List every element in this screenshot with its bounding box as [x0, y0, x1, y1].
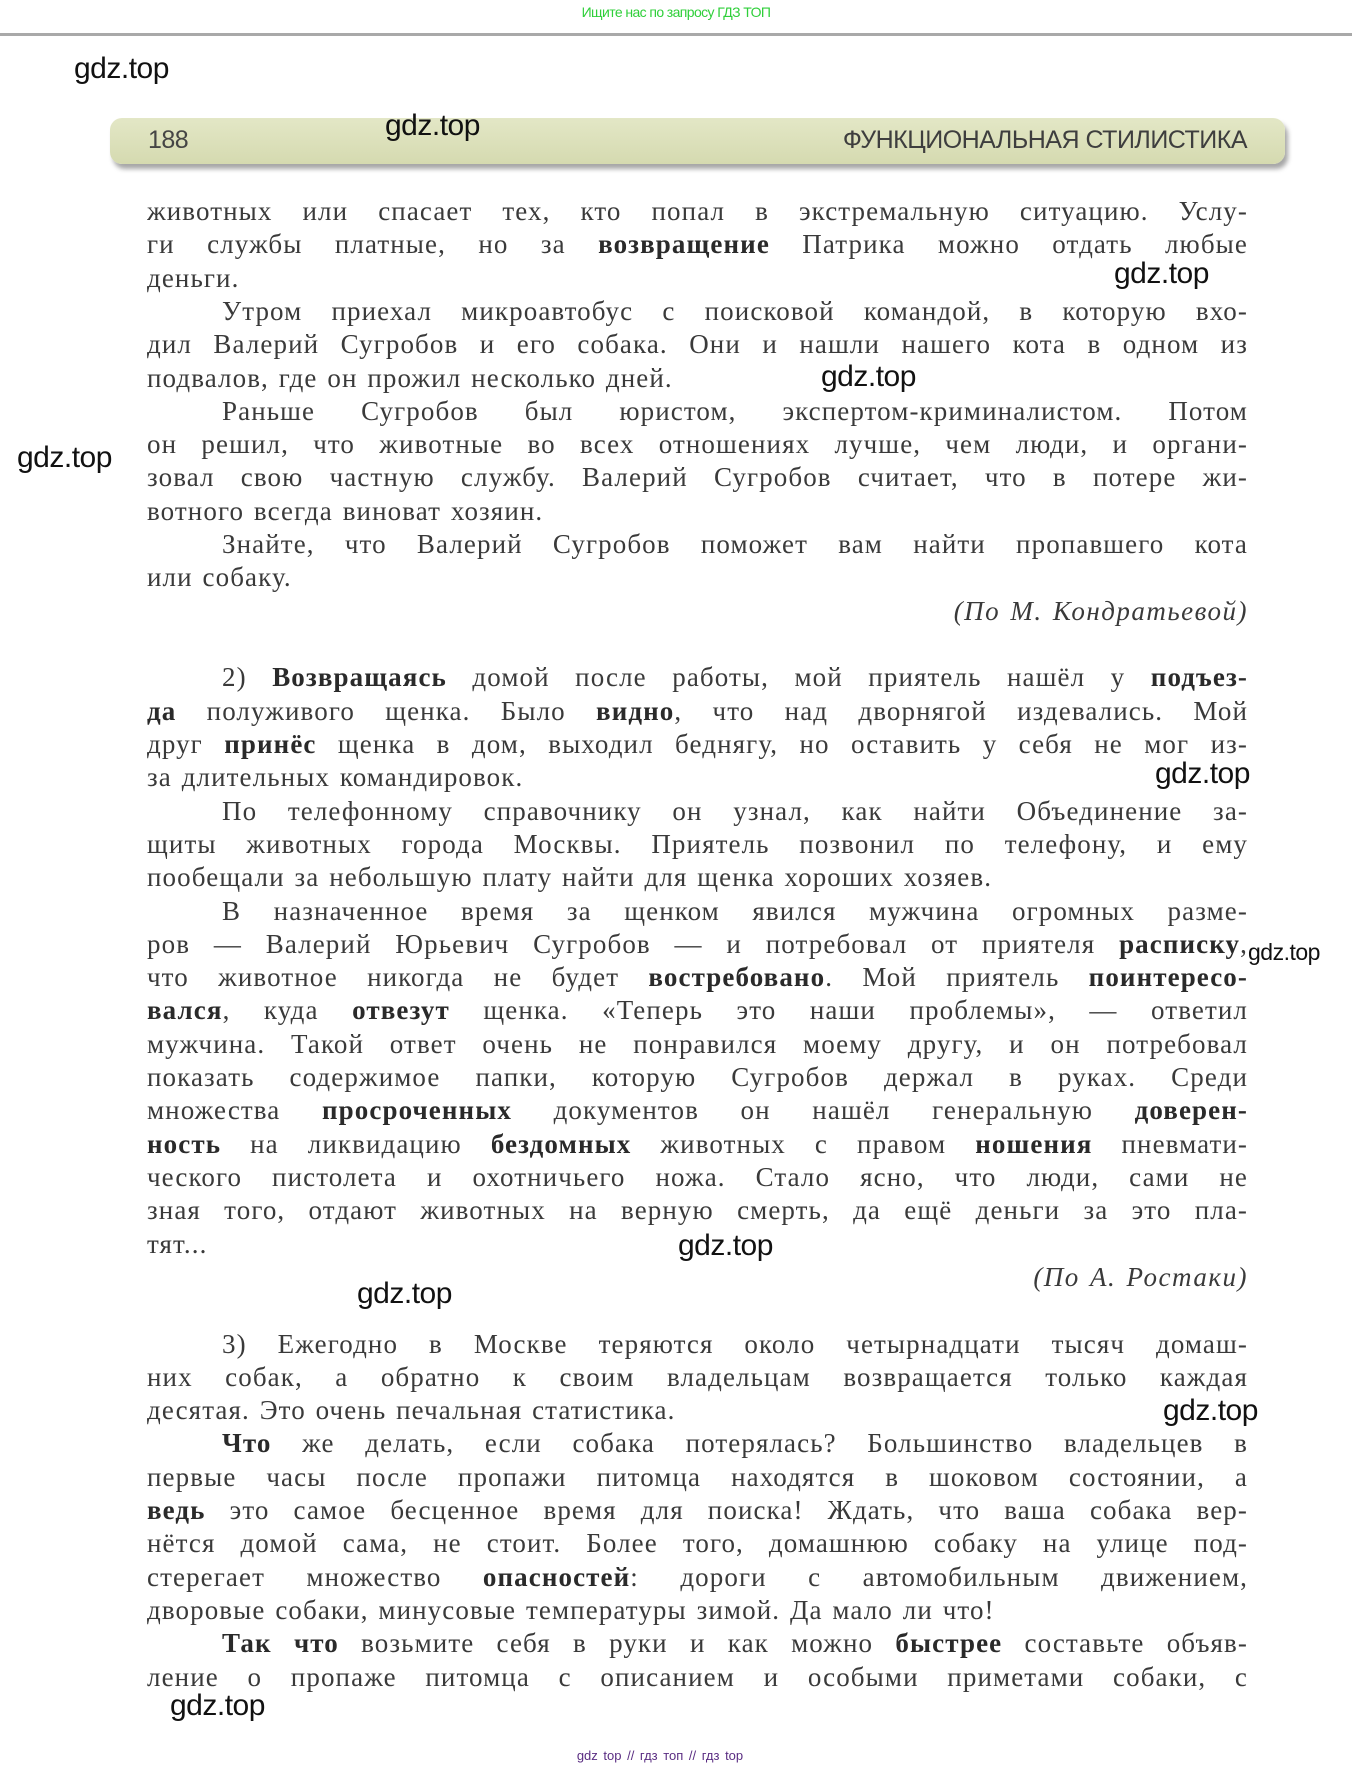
- text-run: составьте объяв-: [1002, 1628, 1248, 1659]
- text-line: [147, 194, 1248, 228]
- footer-links: gdz top // гдз топ // гдз top: [576, 1748, 744, 1763]
- text-run: ление о пропаже питомца с описанием и особыми приметами собаки, с: [147, 1661, 1248, 1692]
- text-run: документов он нашёл генеральную: [511, 1095, 1135, 1126]
- text-line: [147, 1526, 1248, 1560]
- top-search-note: Ищите нас по запросу ГДЗ ТОП: [581, 4, 771, 20]
- source-attribution: [147, 594, 1248, 628]
- bold-term: опасностей: [482, 1561, 631, 1592]
- bold-term: подъез-: [1150, 662, 1248, 693]
- bold-term: ность: [147, 1128, 222, 1159]
- text-run: животных или спасает тех, кто попал в экстремальную ситуацию. Услу-: [147, 196, 1248, 226]
- text-run: дил Валерий Сугробов и его собака. Они и нашли нашего кота в одном из: [147, 329, 1248, 360]
- text-run: стерегает множество: [147, 1561, 483, 1592]
- text-line: [147, 1027, 1248, 1061]
- text-run: щиты животных города Москвы. Приятель позвонил по телефону, и ему: [147, 828, 1248, 859]
- text-run: : дороги с автомобильным движением,: [630, 1561, 1248, 1592]
- text-run: В назначенное время за щенком явился мужчина огромных разме-: [222, 895, 1248, 926]
- text-run: щенка в дом, выходил беднягу, но оставить у себя не мог из-: [316, 728, 1248, 759]
- bold-term: возвращение: [598, 229, 770, 260]
- watermark: gdz.top: [385, 109, 480, 142]
- bold-term: быстрее: [895, 1628, 1003, 1659]
- text-line: [147, 860, 1248, 894]
- text-run: это самое бесценное время для поиска! Ждать, что ваша собака вер-: [205, 1495, 1248, 1526]
- text-line: [147, 960, 1248, 994]
- text-line: [147, 1593, 1248, 1627]
- bold-term: востребовано: [648, 962, 826, 993]
- text-run: пневмати-: [1092, 1128, 1248, 1159]
- text-line: [147, 794, 1248, 828]
- text-run: животных с правом: [631, 1128, 976, 1159]
- bold-term: Что: [222, 1428, 272, 1459]
- watermark: gdz.top: [74, 52, 169, 85]
- text-line: [147, 427, 1248, 461]
- text-line: [147, 1060, 1248, 1094]
- text-run: (По А. Ростаки): [1033, 1261, 1248, 1292]
- text-run: Раньше Сугробов был юристом, экспертом-криминалистом. Потом: [222, 395, 1248, 426]
- watermark: gdz.top: [357, 1277, 452, 1310]
- text-run: показать содержимое папки, которую Сугробов держал в руках. Среди: [147, 1062, 1248, 1093]
- text-line: [147, 660, 1248, 694]
- text-run: По телефонному справочнику он узнал, как найти Объединение за-: [222, 795, 1248, 826]
- text-run: множества: [147, 1095, 322, 1126]
- text-line: [147, 294, 1248, 328]
- text-run: за длительных командировок.: [147, 762, 524, 793]
- watermark: gdz.top: [1114, 257, 1209, 290]
- page-header-bar: [110, 118, 1285, 164]
- bold-term: бездомных: [490, 1128, 632, 1159]
- text-run: 3) Ежегодно в Москве теряются около четырнадцати тысяч домаш-: [222, 1328, 1248, 1359]
- text-line: [147, 460, 1248, 494]
- text-run: десятая. Это очень печальная статистика.: [147, 1395, 676, 1426]
- text-run: зовал свою частную службу. Валерий Сугробов считает, что в потере жи-: [147, 462, 1248, 493]
- text-line: [147, 494, 1248, 528]
- bold-term: Возвращаясь: [272, 662, 447, 693]
- text-run: , что над дворнягой издевались. Мой: [674, 695, 1248, 726]
- text-line: [147, 1460, 1248, 1494]
- bold-term: видно: [596, 695, 675, 726]
- watermark: gdz.top: [1155, 757, 1250, 790]
- watermark: gdz.top: [1163, 1394, 1258, 1427]
- text-line: [147, 927, 1248, 961]
- section-title: ФУНКЦИОНАЛЬНАЯ СТИЛИСТИКА: [842, 126, 1247, 154]
- text-run: зная того, отдают животных на верную смерть, да ещё деньги за это пла-: [147, 1195, 1248, 1226]
- text-line: [147, 1093, 1248, 1127]
- text-line: [147, 327, 1248, 361]
- text-run: мужчина. Такой ответ очень не понравился моему другу, и он потребовал: [147, 1028, 1248, 1059]
- text-run: или собаку.: [147, 562, 292, 593]
- text-run: друг: [147, 728, 225, 759]
- text-run: , куда: [222, 995, 353, 1026]
- text-line: [147, 257, 1248, 295]
- text-run: них собак, а обратно к своим владельцам возвращается только каждая: [147, 1361, 1248, 1392]
- text-line: [147, 361, 1248, 395]
- text-line: [147, 1327, 1248, 1361]
- text-run: . Мой приятель: [825, 962, 1089, 993]
- text-line: [147, 694, 1248, 728]
- watermark: gdz.top: [821, 360, 916, 393]
- text-line: [147, 394, 1248, 428]
- text-run: Утром приехал микроавтобус с поисковой командой, в которую вхо-: [222, 295, 1248, 326]
- text-run: щенка. «Теперь это наши проблемы», — ответил: [449, 995, 1248, 1026]
- text-line: [147, 1660, 1248, 1694]
- watermark: gdz.top: [170, 1689, 265, 1722]
- text-run: подвалов, где он прожил несколько дней.: [147, 362, 673, 393]
- text-run: нётся домой сама, не стоит. Более того, домашнюю собаку на улице под-: [147, 1528, 1248, 1559]
- page-number: 188: [148, 126, 189, 154]
- top-divider: [0, 33, 1352, 36]
- text-line: [147, 1626, 1248, 1660]
- text-run: пообещали за небольшую плату найти для щенка хороших хозяев.: [147, 862, 993, 893]
- text-run: Патрика можно отдать любые: [769, 229, 1248, 260]
- bold-term: поинтересо-: [1088, 962, 1248, 993]
- text-run: что животное никогда не будет: [147, 962, 649, 993]
- bold-term: да: [147, 695, 177, 726]
- text-run: дворовые собаки, минусовые температуры зимой. Да мало ли что!: [147, 1595, 995, 1626]
- text-run: вотного всегда виноват хозяин.: [147, 495, 544, 526]
- bold-term: просроченных: [322, 1095, 512, 1126]
- text-line: [147, 1426, 1248, 1460]
- text-run: же делать, если собака потерялась? Большинство владельцев в: [271, 1428, 1248, 1459]
- text-run: 2): [222, 662, 273, 693]
- bold-term: расписку: [1119, 928, 1241, 959]
- bold-term: ношения: [975, 1128, 1093, 1159]
- text-line: [147, 1193, 1248, 1227]
- text-run: деньги.: [147, 262, 240, 293]
- text-line: [147, 227, 1248, 261]
- text-line: [147, 757, 1250, 794]
- text-run: возьмите себя в руки и как можно: [338, 1628, 896, 1659]
- text-line: [147, 827, 1248, 861]
- text-line: [147, 560, 1248, 594]
- text-run: полуживого щенка. Было: [176, 695, 597, 726]
- watermark: gdz.top: [678, 1229, 773, 1262]
- text-run: на ликвидацию: [221, 1128, 491, 1159]
- text-line: [147, 1493, 1248, 1527]
- text-run: тят...: [147, 1228, 208, 1259]
- watermark: gdz.top: [17, 441, 112, 474]
- text-run: ческого пистолета и охотничьего ножа. Стало ясно, что люди, сами не: [147, 1161, 1248, 1192]
- text-run: ,: [1240, 928, 1248, 959]
- watermark: gdz.top: [1248, 939, 1320, 965]
- text-line: [147, 993, 1248, 1027]
- text-line: [147, 1127, 1248, 1161]
- bold-term: ведь: [147, 1495, 206, 1526]
- text-run: домой после работы, мой приятель нашёл у: [446, 662, 1151, 693]
- bold-term: доверен-: [1134, 1095, 1248, 1126]
- text-run: (По М. Кондратьевой): [953, 595, 1248, 626]
- bold-term: вался: [147, 995, 223, 1026]
- text-run: первые часы после пропажи питомца находятся в шоковом состоянии, а: [147, 1461, 1248, 1492]
- text-line: [147, 1160, 1248, 1194]
- text-line: [147, 1360, 1248, 1394]
- text-line: [147, 727, 1248, 761]
- text-run: ги службы платные, но за: [147, 229, 599, 260]
- bold-term: Так что: [222, 1628, 339, 1659]
- text-run: ров — Валерий Юрьевич Сугробов — и потребовал от приятеля: [147, 928, 1120, 959]
- source-attribution: [147, 1260, 1248, 1294]
- text-line: [147, 894, 1248, 928]
- bold-term: принёс: [224, 728, 317, 759]
- bold-term: отвезут: [352, 995, 450, 1026]
- text-run: Знайте, что Валерий Сугробов поможет вам найти пропавшего кота: [222, 529, 1248, 560]
- text-run: он решил, что животные во всех отношениях лучше, чем люди, и органи-: [147, 429, 1248, 460]
- text-line: [147, 527, 1248, 561]
- text-line: [147, 1560, 1248, 1594]
- text-line: [147, 1393, 1248, 1427]
